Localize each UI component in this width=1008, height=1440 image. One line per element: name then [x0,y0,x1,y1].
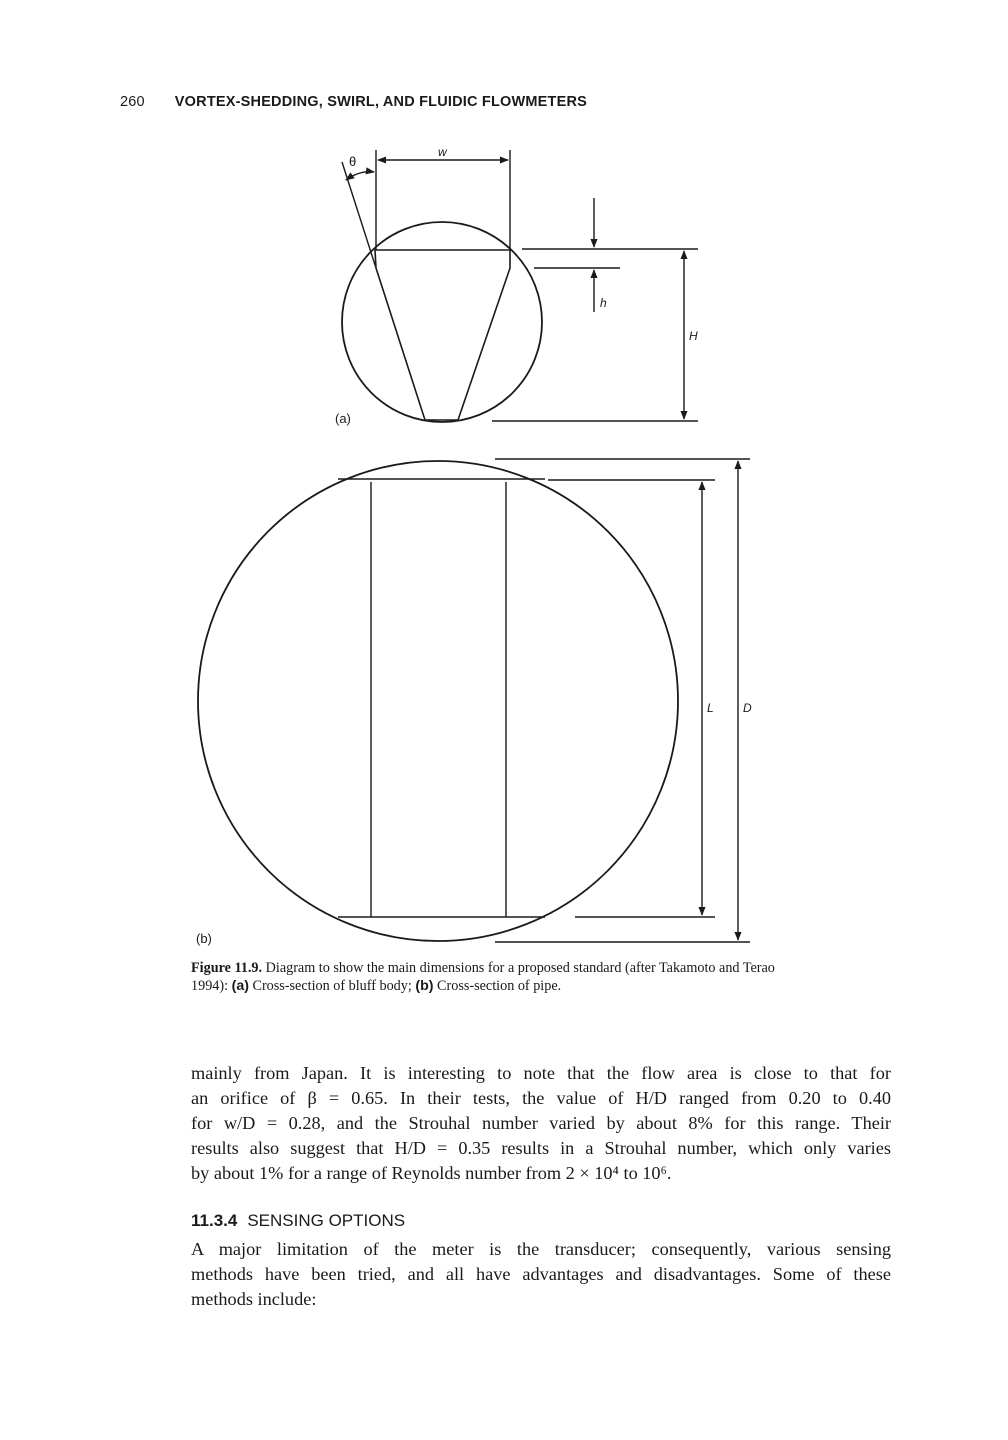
paragraph-2 [191,1237,891,1312]
caption-tag-a: (a) [231,977,249,994]
caption-tag-b: (b) [415,977,434,994]
paragraph-1 [191,1061,891,1186]
panel-b-diagram [198,459,750,942]
panel-a-diagram [342,150,698,422]
caption-text: Diagram to show the main dimensions for a proposed standard (after Takamoto and Terao 1994): [191,960,775,994]
section-number: 11.3.4 [191,1211,238,1230]
caption-text-a: Cross-section of bluff body; [252,977,412,994]
caption-label: Figure 11.9. [191,960,263,976]
theta-arc [346,172,374,180]
figure-caption [191,960,791,995]
paragraph-line: by about 1% for a range of Reynolds number from 2 × 10⁴ to 10⁶. [191,1163,672,1183]
paragraph-line: methods include: [191,1289,317,1309]
label-H: H [689,329,698,343]
label-theta: θ [349,154,357,169]
paragraph-line: A major limitation of the meter is the transducer; consequently, various sensing [191,1239,891,1259]
section-title: SENSING OPTIONS [247,1211,406,1230]
label-w: w [438,145,447,159]
label-D: D [743,701,752,715]
page-number: 260 [120,94,145,110]
paragraph-line: methods have been tried, and all have advantages and disadvantages. Some of these [191,1264,891,1284]
label-panel-a: (a) [335,411,351,426]
paragraph-line: mainly from Japan. It is interesting to note that the flow area is close to that for [191,1063,891,1083]
pipe-circle-small [342,222,542,422]
label-panel-b: (b) [196,931,212,946]
paragraph-line: results also suggest that H/D = 0.35 results in a Strouhal number, which only varies [191,1138,891,1158]
bluff-body-trapezoid [375,250,510,420]
section-heading [191,1211,405,1231]
running-title: VORTEX-SHEDDING, SWIRL, AND FLUIDIC FLOWMETERS [174,94,588,110]
label-h: h [600,296,607,310]
label-L: L [707,701,714,715]
paragraph-line: for w/D = 0.28, and the Strouhal number varied by about 8% for this range. Their [191,1113,891,1133]
theta-reference-line [342,162,376,268]
caption-text-b: Cross-section of pipe. [437,977,562,994]
pipe-circle-large [198,461,678,941]
paragraph-line: an orifice of β = 0.65. In their tests, the value of H/D ranged from 0.20 to 0.40 [191,1088,891,1108]
